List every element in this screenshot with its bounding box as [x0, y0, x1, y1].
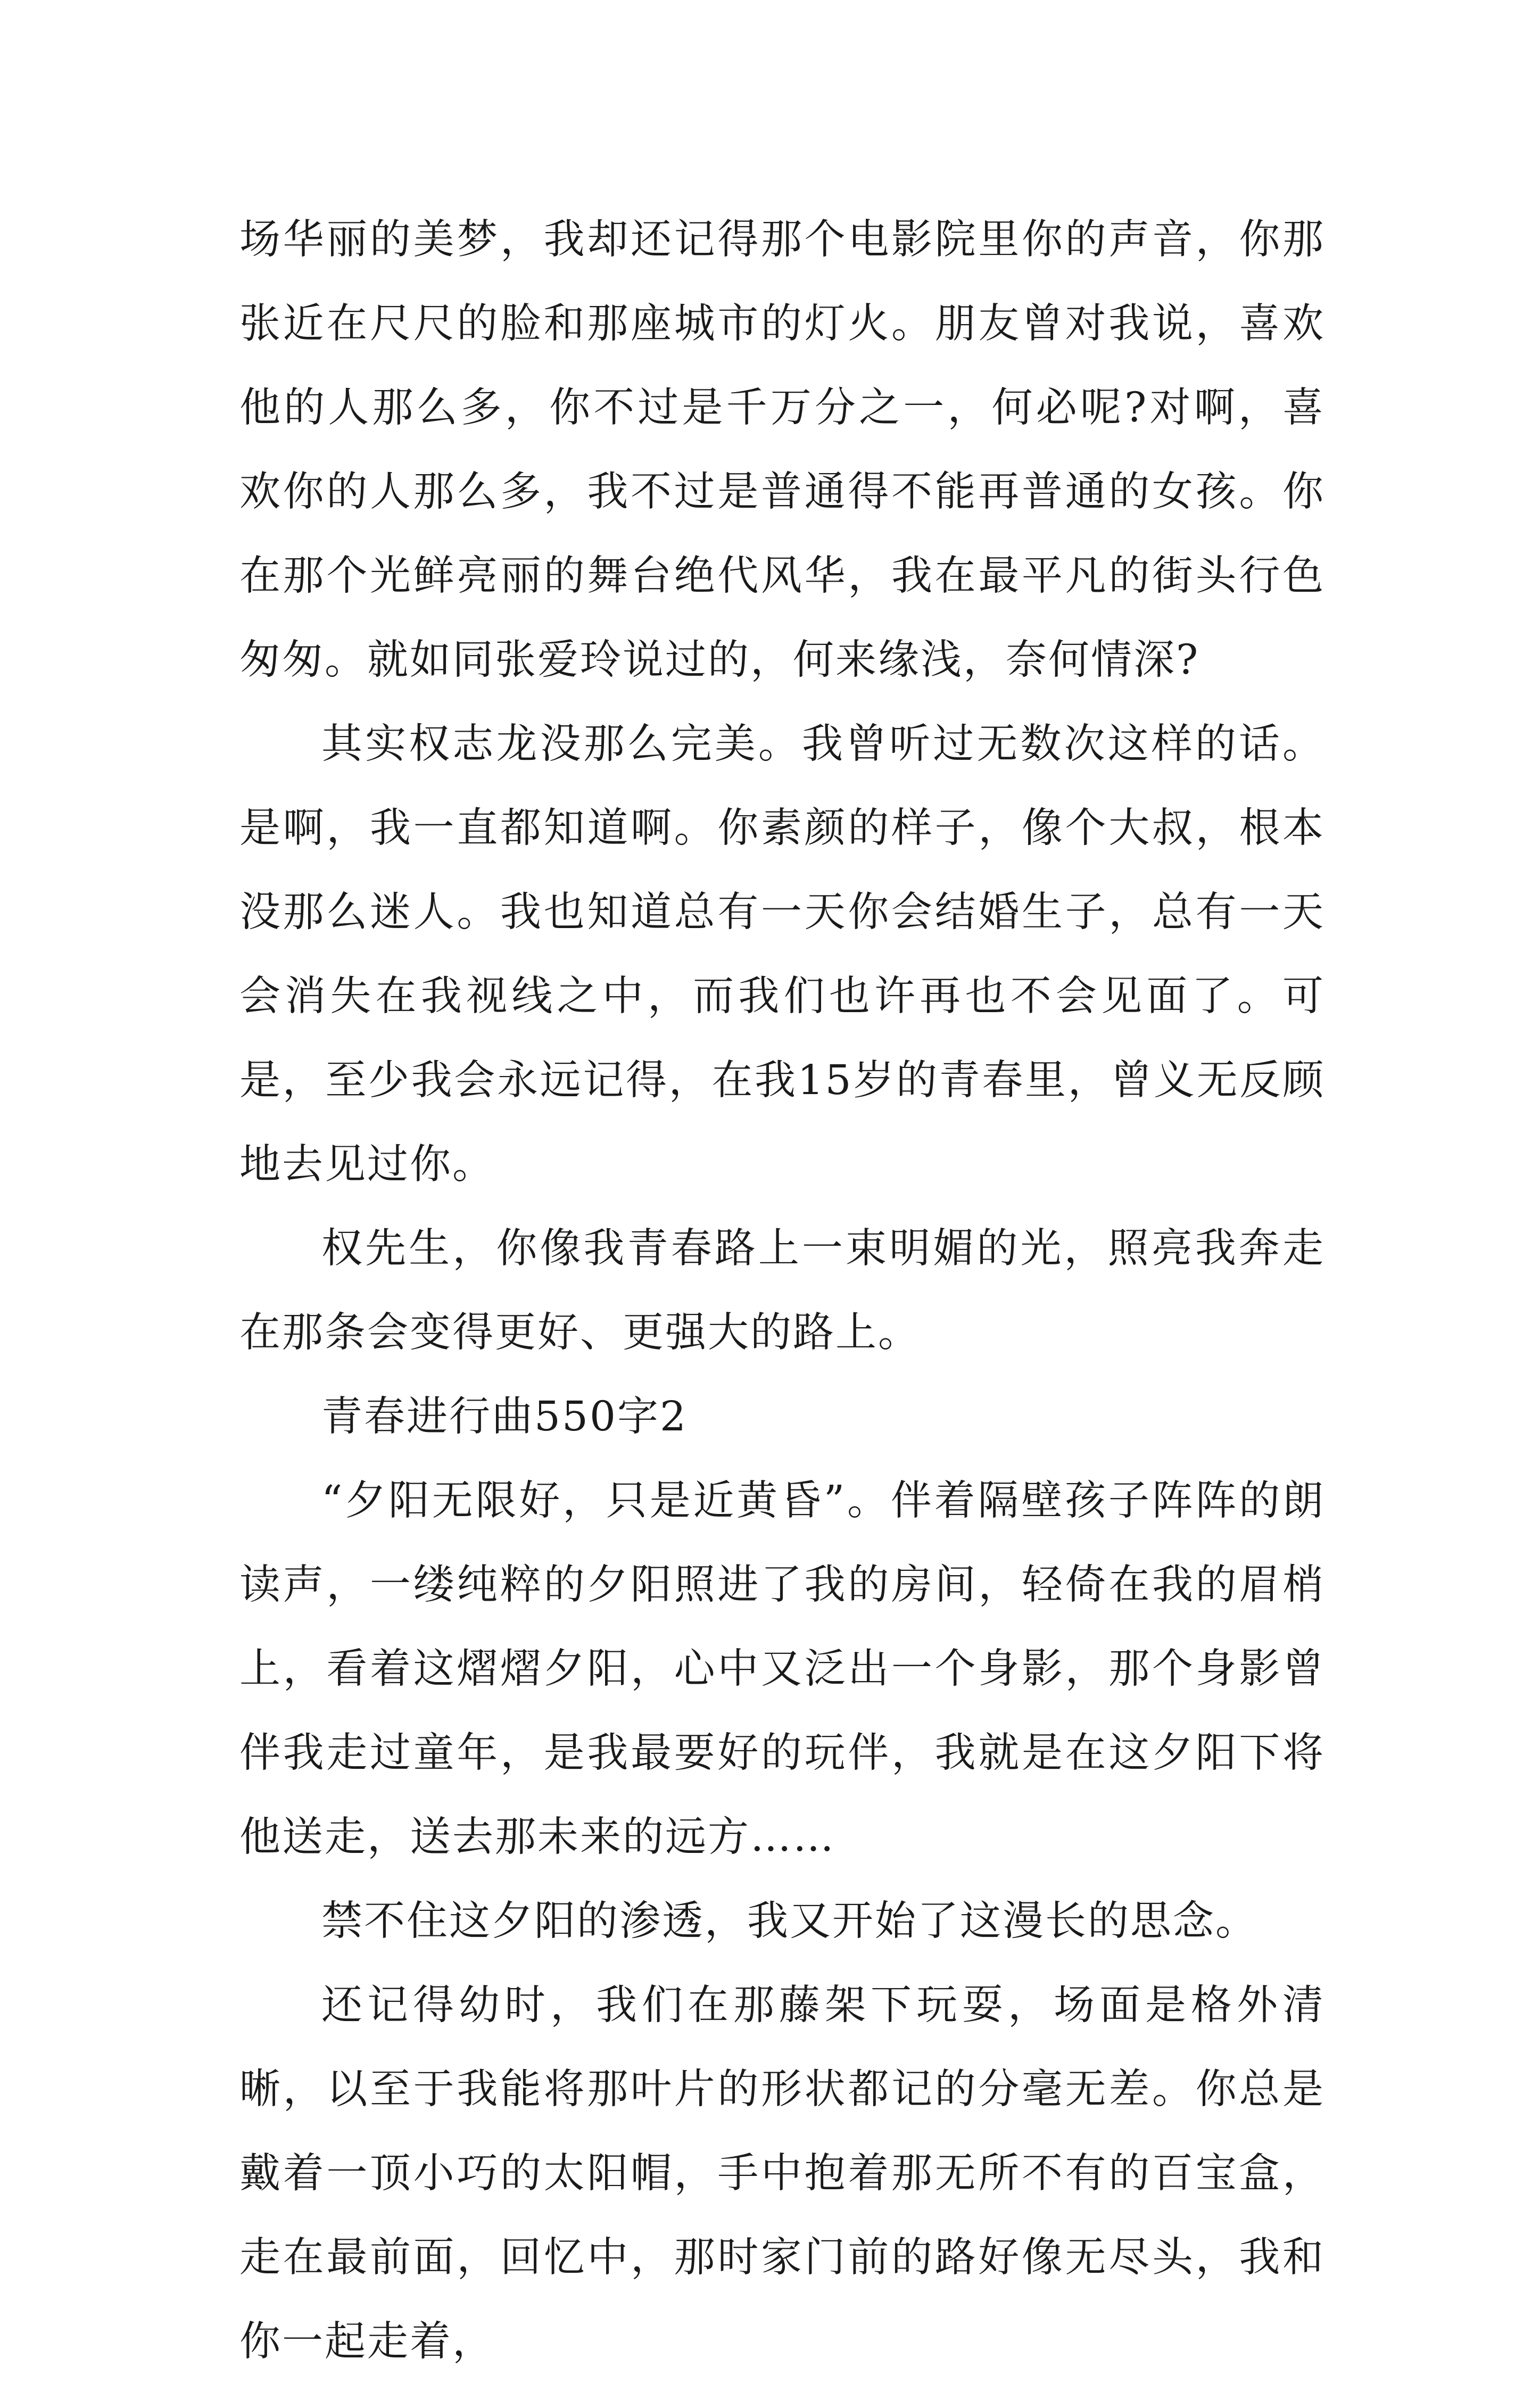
paragraph-2: 其实权志龙没那么完美。我曾听过无数次这样的话。是啊，我一直都知道啊。你素颜的样子，像个大叔，根本没那么迷人。我也知道总有一天你会结婚生子，总有一天会消失在我视线之中，而我们也许再也不会见面了。可是，至少我会永远记得，在我15岁的青春里，曾义无反顾地去见过你。 [239, 721, 1325, 1188]
paragraph-1: 场华丽的美梦，我却还记得那个电影院里你的声音，你那张近在尺尺的脸和那座城市的灯火。朋友曾对我说，喜欢他的人那么多，你不过是千万分之一，何必呢?对啊，喜欢你的人那么多，我不过是普通得不能再普通的女孩。你在那个光鲜亮丽的舞台绝代风华，我在最平凡的街头行色匆匆。就如同张爱玲说过的，何来缘浅，奈何情深? [239, 216, 1325, 684]
paragraph-5: 禁不住这夕阳的渗透，我又开始了这漫长的思念。 [321, 1898, 1258, 1945]
document-body [239, 198, 1325, 2384]
paragraph-6: 还记得幼时，我们在那藤架下玩耍，场面是格外清晰，以至于我能将那叶片的形状都记的分毫无差。你总是戴着一顶小巧的太阳帽，手中抱着那无所不有的百宝盒，走在最前面，回忆中，那时家门前的路好像无尽头，我和你一起走着， [239, 1982, 1325, 2365]
paragraph-4: “夕阳无限好，只是近黄昏”。伴着隔壁孩子阵阵的朗读声，一缕纯粹的夕阳照进了我的房间，轻倚在我的眉梢上，看着这熠熠夕阳，心中又泛出一个身影，那个身影曾伴我走过童年，是我最要好的玩伴，我就是在这夕阳下将他送走，送去那未来的远方…… [239, 1477, 1325, 1861]
section-heading: 青春进行曲550字2 [321, 1393, 688, 1441]
paragraph-3: 权先生，你像我青春路上一束明媚的光，照亮我奔走在那条会变得更好、更强大的路上。 [239, 1225, 1325, 1356]
